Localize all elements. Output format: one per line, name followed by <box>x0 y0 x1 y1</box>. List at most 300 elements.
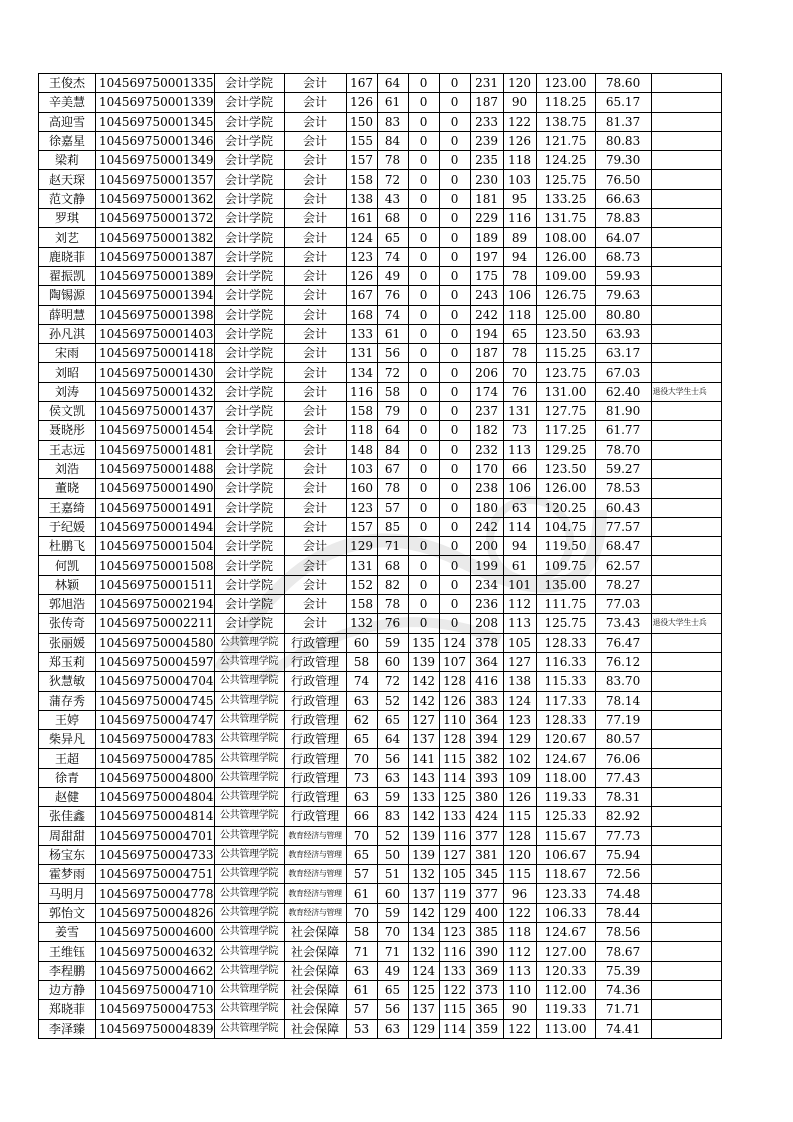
school-cell: 公共管理学院 <box>214 980 284 999</box>
exam-id-cell: 104569750001437 <box>96 402 215 421</box>
total-score-cell: 364 <box>470 710 503 729</box>
note-cell <box>651 691 721 710</box>
exam-id-cell: 104569750001494 <box>96 517 215 536</box>
school-cell: 会计学院 <box>214 556 284 575</box>
politics-score-cell: 70 <box>346 903 377 922</box>
subject2-score-cell: 0 <box>439 421 470 440</box>
politics-score-cell: 160 <box>346 479 377 498</box>
name-cell: 聂晓彤 <box>39 421 96 440</box>
note-cell <box>651 845 721 864</box>
name-cell: 王俊杰 <box>39 74 96 93</box>
english-score-cell: 71 <box>377 942 408 961</box>
exam-id-cell: 104569750001382 <box>96 228 215 247</box>
retest-score-cell: 118 <box>503 151 536 170</box>
subject1-score-cell: 0 <box>408 614 439 633</box>
major-cell: 社会保障 <box>284 923 346 942</box>
final-score-cell: 77.43 <box>595 768 651 787</box>
major-cell: 会计 <box>284 305 346 324</box>
total-score-cell: 233 <box>470 112 503 131</box>
table-row <box>39 286 722 305</box>
total-score-cell: 394 <box>470 730 503 749</box>
weighted-score-cell: 109.00 <box>536 266 595 285</box>
subject2-score-cell: 119 <box>439 884 470 903</box>
subject2-score-cell: 0 <box>439 286 470 305</box>
note-cell <box>651 672 721 691</box>
school-cell: 公共管理学院 <box>214 730 284 749</box>
retest-score-cell: 70 <box>503 363 536 382</box>
note-cell <box>651 112 721 131</box>
name-cell: 翟振凯 <box>39 266 96 285</box>
politics-score-cell: 123 <box>346 498 377 517</box>
retest-score-cell: 78 <box>503 266 536 285</box>
english-score-cell: 64 <box>377 421 408 440</box>
english-score-cell: 43 <box>377 189 408 208</box>
subject1-score-cell: 0 <box>408 209 439 228</box>
table-row <box>39 614 722 633</box>
english-score-cell: 85 <box>377 517 408 536</box>
politics-score-cell: 74 <box>346 672 377 691</box>
final-score-cell: 75.94 <box>595 845 651 864</box>
exam-id-cell: 104569750001345 <box>96 112 215 131</box>
total-score-cell: 197 <box>470 247 503 266</box>
note-cell <box>651 363 721 382</box>
politics-score-cell: 158 <box>346 170 377 189</box>
subject2-score-cell: 115 <box>439 1000 470 1019</box>
total-score-cell: 416 <box>470 672 503 691</box>
table-row <box>39 209 722 228</box>
school-cell: 公共管理学院 <box>214 787 284 806</box>
major-cell: 会计 <box>284 575 346 594</box>
name-cell: 郭怡文 <box>39 903 96 922</box>
exam-id-cell: 104569750001335 <box>96 74 215 93</box>
retest-score-cell: 109 <box>503 768 536 787</box>
politics-score-cell: 103 <box>346 459 377 478</box>
english-score-cell: 51 <box>377 865 408 884</box>
school-cell: 会计学院 <box>214 498 284 517</box>
note-cell <box>651 286 721 305</box>
weighted-score-cell: 128.33 <box>536 633 595 652</box>
major-cell: 行政管理 <box>284 633 346 652</box>
exam-id-cell: 104569750004826 <box>96 903 215 922</box>
english-score-cell: 64 <box>377 730 408 749</box>
subject1-score-cell: 0 <box>408 74 439 93</box>
table-row <box>39 556 722 575</box>
name-cell: 刘昭 <box>39 363 96 382</box>
english-score-cell: 65 <box>377 228 408 247</box>
school-cell: 会计学院 <box>214 575 284 594</box>
final-score-cell: 62.40 <box>595 382 651 401</box>
english-score-cell: 72 <box>377 363 408 382</box>
name-cell: 王志远 <box>39 440 96 459</box>
politics-score-cell: 158 <box>346 595 377 614</box>
final-score-cell: 81.90 <box>595 402 651 421</box>
final-score-cell: 82.92 <box>595 807 651 826</box>
subject1-score-cell: 142 <box>408 672 439 691</box>
retest-score-cell: 120 <box>503 74 536 93</box>
note-cell <box>651 730 721 749</box>
weighted-score-cell: 119.33 <box>536 787 595 806</box>
name-cell: 鹿晓菲 <box>39 247 96 266</box>
name-cell: 王超 <box>39 749 96 768</box>
subject2-score-cell: 128 <box>439 672 470 691</box>
school-cell: 会计学院 <box>214 595 284 614</box>
final-score-cell: 63.17 <box>595 344 651 363</box>
major-cell: 会计 <box>284 74 346 93</box>
politics-score-cell: 63 <box>346 691 377 710</box>
major-cell: 会计 <box>284 614 346 633</box>
subject1-score-cell: 137 <box>408 884 439 903</box>
exam-id-cell: 104569750004747 <box>96 710 215 729</box>
total-score-cell: 382 <box>470 749 503 768</box>
retest-score-cell: 106 <box>503 286 536 305</box>
subject1-score-cell: 0 <box>408 344 439 363</box>
final-score-cell: 73.43 <box>595 614 651 633</box>
school-cell: 会计学院 <box>214 324 284 343</box>
subject2-score-cell: 0 <box>439 402 470 421</box>
note-cell <box>651 479 721 498</box>
subject1-score-cell: 134 <box>408 923 439 942</box>
retest-score-cell: 122 <box>503 1019 536 1038</box>
table-row <box>39 421 722 440</box>
table-row <box>39 440 722 459</box>
total-score-cell: 364 <box>470 652 503 671</box>
total-score-cell: 238 <box>470 479 503 498</box>
weighted-score-cell: 118.67 <box>536 865 595 884</box>
note-cell <box>651 440 721 459</box>
name-cell: 辛美慧 <box>39 93 96 112</box>
subject2-score-cell: 0 <box>439 131 470 150</box>
exam-id-cell: 104569750001394 <box>96 286 215 305</box>
name-cell: 徐嘉星 <box>39 131 96 150</box>
school-cell: 会计学院 <box>214 266 284 285</box>
weighted-score-cell: 115.33 <box>536 672 595 691</box>
name-cell: 陶锡源 <box>39 286 96 305</box>
politics-score-cell: 60 <box>346 633 377 652</box>
weighted-score-cell: 108.00 <box>536 228 595 247</box>
table-row <box>39 402 722 421</box>
table-row <box>39 691 722 710</box>
weighted-score-cell: 112.00 <box>536 980 595 999</box>
name-cell: 郑玉莉 <box>39 652 96 671</box>
weighted-score-cell: 125.75 <box>536 614 595 633</box>
weighted-score-cell: 125.75 <box>536 170 595 189</box>
name-cell: 郑晓菲 <box>39 1000 96 1019</box>
subject1-score-cell: 137 <box>408 1000 439 1019</box>
major-cell: 会计 <box>284 363 346 382</box>
retest-score-cell: 113 <box>503 440 536 459</box>
weighted-score-cell: 121.75 <box>536 131 595 150</box>
weighted-score-cell: 117.33 <box>536 691 595 710</box>
final-score-cell: 62.57 <box>595 556 651 575</box>
english-score-cell: 68 <box>377 556 408 575</box>
total-score-cell: 206 <box>470 363 503 382</box>
final-score-cell: 76.06 <box>595 749 651 768</box>
final-score-cell: 79.30 <box>595 151 651 170</box>
major-cell: 会计 <box>284 421 346 440</box>
subject1-score-cell: 139 <box>408 652 439 671</box>
total-score-cell: 175 <box>470 266 503 285</box>
major-cell: 行政管理 <box>284 710 346 729</box>
school-cell: 会计学院 <box>214 479 284 498</box>
school-cell: 公共管理学院 <box>214 710 284 729</box>
subject2-score-cell: 0 <box>439 247 470 266</box>
note-cell <box>651 556 721 575</box>
final-score-cell: 78.14 <box>595 691 651 710</box>
school-cell: 会计学院 <box>214 382 284 401</box>
final-score-cell: 59.27 <box>595 459 651 478</box>
exam-id-cell: 104569750004710 <box>96 980 215 999</box>
note-cell <box>651 923 721 942</box>
weighted-score-cell: 131.00 <box>536 382 595 401</box>
total-score-cell: 199 <box>470 556 503 575</box>
table-row <box>39 787 722 806</box>
subject1-score-cell: 124 <box>408 961 439 980</box>
exam-id-cell: 104569750004800 <box>96 768 215 787</box>
retest-score-cell: 115 <box>503 807 536 826</box>
name-cell: 张佳鑫 <box>39 807 96 826</box>
exam-id-cell: 104569750001432 <box>96 382 215 401</box>
exam-id-cell: 104569750004783 <box>96 730 215 749</box>
subject2-score-cell: 0 <box>439 74 470 93</box>
retest-score-cell: 96 <box>503 884 536 903</box>
subject2-score-cell: 114 <box>439 1019 470 1038</box>
retest-score-cell: 131 <box>503 402 536 421</box>
exam-id-cell: 104569750001430 <box>96 363 215 382</box>
school-cell: 公共管理学院 <box>214 826 284 845</box>
subject1-score-cell: 139 <box>408 845 439 864</box>
politics-score-cell: 61 <box>346 980 377 999</box>
final-score-cell: 76.12 <box>595 652 651 671</box>
subject2-score-cell: 0 <box>439 498 470 517</box>
subject2-score-cell: 0 <box>439 459 470 478</box>
subject1-score-cell: 0 <box>408 440 439 459</box>
exam-id-cell: 104569750001362 <box>96 189 215 208</box>
final-score-cell: 77.57 <box>595 517 651 536</box>
final-score-cell: 76.47 <box>595 633 651 652</box>
exam-id-cell: 104569750004753 <box>96 1000 215 1019</box>
subject2-score-cell: 0 <box>439 575 470 594</box>
note-cell <box>651 402 721 421</box>
subject1-score-cell: 142 <box>408 691 439 710</box>
major-cell: 会计 <box>284 537 346 556</box>
english-score-cell: 65 <box>377 710 408 729</box>
table-row <box>39 324 722 343</box>
english-score-cell: 83 <box>377 112 408 131</box>
final-score-cell: 59.93 <box>595 266 651 285</box>
name-cell: 孙凡淇 <box>39 324 96 343</box>
note-cell <box>651 305 721 324</box>
exam-id-cell: 104569750001418 <box>96 344 215 363</box>
name-cell: 王维钰 <box>39 942 96 961</box>
table-row <box>39 826 722 845</box>
english-score-cell: 49 <box>377 266 408 285</box>
english-score-cell: 76 <box>377 286 408 305</box>
school-cell: 公共管理学院 <box>214 845 284 864</box>
final-score-cell: 78.70 <box>595 440 651 459</box>
major-cell: 会计 <box>284 402 346 421</box>
exam-id-cell: 104569750001490 <box>96 479 215 498</box>
school-cell: 会计学院 <box>214 421 284 440</box>
english-score-cell: 82 <box>377 575 408 594</box>
english-score-cell: 84 <box>377 131 408 150</box>
retest-score-cell: 95 <box>503 189 536 208</box>
table-row <box>39 131 722 150</box>
table-row <box>39 266 722 285</box>
name-cell: 杨宝东 <box>39 845 96 864</box>
subject2-score-cell: 110 <box>439 710 470 729</box>
subject1-score-cell: 0 <box>408 421 439 440</box>
final-score-cell: 77.03 <box>595 595 651 614</box>
politics-score-cell: 129 <box>346 537 377 556</box>
retest-score-cell: 126 <box>503 787 536 806</box>
major-cell: 行政管理 <box>284 730 346 749</box>
major-cell: 会计 <box>284 498 346 517</box>
note-cell <box>651 170 721 189</box>
subject1-score-cell: 133 <box>408 787 439 806</box>
table-row <box>39 884 722 903</box>
exam-id-cell: 104569750001481 <box>96 440 215 459</box>
final-score-cell: 76.50 <box>595 170 651 189</box>
exam-id-cell: 104569750001511 <box>96 575 215 594</box>
weighted-score-cell: 115.67 <box>536 826 595 845</box>
subject1-score-cell: 0 <box>408 131 439 150</box>
note-cell <box>651 74 721 93</box>
subject1-score-cell: 0 <box>408 556 439 575</box>
school-cell: 公共管理学院 <box>214 691 284 710</box>
school-cell: 公共管理学院 <box>214 633 284 652</box>
politics-score-cell: 157 <box>346 151 377 170</box>
retest-score-cell: 89 <box>503 228 536 247</box>
table-row <box>39 865 722 884</box>
major-cell: 会计 <box>284 209 346 228</box>
english-score-cell: 60 <box>377 652 408 671</box>
retest-score-cell: 94 <box>503 537 536 556</box>
politics-score-cell: 70 <box>346 749 377 768</box>
note-cell <box>651 768 721 787</box>
weighted-score-cell: 125.33 <box>536 807 595 826</box>
table-row <box>39 170 722 189</box>
subject2-score-cell: 0 <box>439 363 470 382</box>
weighted-score-cell: 113.00 <box>536 1019 595 1038</box>
politics-score-cell: 150 <box>346 112 377 131</box>
table-row <box>39 980 722 999</box>
retest-score-cell: 122 <box>503 903 536 922</box>
weighted-score-cell: 126.00 <box>536 479 595 498</box>
total-score-cell: 187 <box>470 344 503 363</box>
name-cell: 刘浩 <box>39 459 96 478</box>
weighted-score-cell: 109.75 <box>536 556 595 575</box>
table-row <box>39 74 722 93</box>
major-cell: 会计 <box>284 479 346 498</box>
retest-score-cell: 129 <box>503 730 536 749</box>
subject2-score-cell: 0 <box>439 440 470 459</box>
table-row <box>39 344 722 363</box>
retest-score-cell: 66 <box>503 459 536 478</box>
total-score-cell: 380 <box>470 787 503 806</box>
exam-id-cell: 104569750004778 <box>96 884 215 903</box>
name-cell: 董晓 <box>39 479 96 498</box>
politics-score-cell: 53 <box>346 1019 377 1038</box>
retest-score-cell: 103 <box>503 170 536 189</box>
table-row <box>39 228 722 247</box>
table-row <box>39 1019 722 1038</box>
major-cell: 教育经济与管理 <box>284 884 346 903</box>
total-score-cell: 377 <box>470 884 503 903</box>
major-cell: 会计 <box>284 151 346 170</box>
subject1-score-cell: 0 <box>408 382 439 401</box>
note-cell <box>651 903 721 922</box>
total-score-cell: 381 <box>470 845 503 864</box>
subject1-score-cell: 129 <box>408 1019 439 1038</box>
politics-score-cell: 61 <box>346 884 377 903</box>
weighted-score-cell: 131.75 <box>536 209 595 228</box>
subject1-score-cell: 0 <box>408 189 439 208</box>
total-score-cell: 377 <box>470 826 503 845</box>
english-score-cell: 49 <box>377 961 408 980</box>
major-cell: 会计 <box>284 112 346 131</box>
final-score-cell: 80.83 <box>595 131 651 150</box>
exam-id-cell: 104569750004733 <box>96 845 215 864</box>
final-score-cell: 78.53 <box>595 479 651 498</box>
politics-score-cell: 62 <box>346 710 377 729</box>
politics-score-cell: 155 <box>346 131 377 150</box>
note-cell <box>651 1019 721 1038</box>
note-cell <box>651 209 721 228</box>
total-score-cell: 243 <box>470 286 503 305</box>
retest-score-cell: 128 <box>503 826 536 845</box>
english-score-cell: 63 <box>377 768 408 787</box>
english-score-cell: 63 <box>377 1019 408 1038</box>
note-cell <box>651 151 721 170</box>
exam-id-cell: 104569750001372 <box>96 209 215 228</box>
exam-id-cell: 104569750004839 <box>96 1019 215 1038</box>
politics-score-cell: 126 <box>346 266 377 285</box>
subject1-score-cell: 0 <box>408 266 439 285</box>
weighted-score-cell: 133.25 <box>536 189 595 208</box>
politics-score-cell: 65 <box>346 845 377 864</box>
name-cell: 宋雨 <box>39 344 96 363</box>
weighted-score-cell: 118.25 <box>536 93 595 112</box>
retest-score-cell: 78 <box>503 344 536 363</box>
subject2-score-cell: 127 <box>439 845 470 864</box>
weighted-score-cell: 123.33 <box>536 884 595 903</box>
name-cell: 边方静 <box>39 980 96 999</box>
retest-score-cell: 65 <box>503 324 536 343</box>
english-score-cell: 57 <box>377 498 408 517</box>
weighted-score-cell: 123.00 <box>536 74 595 93</box>
subject1-score-cell: 0 <box>408 247 439 266</box>
politics-score-cell: 148 <box>346 440 377 459</box>
note-cell <box>651 93 721 112</box>
major-cell: 会计 <box>284 266 346 285</box>
school-cell: 会计学院 <box>214 614 284 633</box>
name-cell: 张丽媛 <box>39 633 96 652</box>
final-score-cell: 83.70 <box>595 672 651 691</box>
note-cell <box>651 575 721 594</box>
major-cell: 会计 <box>284 556 346 575</box>
final-score-cell: 78.27 <box>595 575 651 594</box>
table-row <box>39 382 722 401</box>
score-table <box>38 73 722 1039</box>
final-score-cell: 77.19 <box>595 710 651 729</box>
final-score-cell: 61.77 <box>595 421 651 440</box>
name-cell: 赵天琛 <box>39 170 96 189</box>
subject2-score-cell: 133 <box>439 807 470 826</box>
note-cell <box>651 595 721 614</box>
exam-id-cell: 104569750001508 <box>96 556 215 575</box>
retest-score-cell: 90 <box>503 1000 536 1019</box>
note-cell <box>651 131 721 150</box>
